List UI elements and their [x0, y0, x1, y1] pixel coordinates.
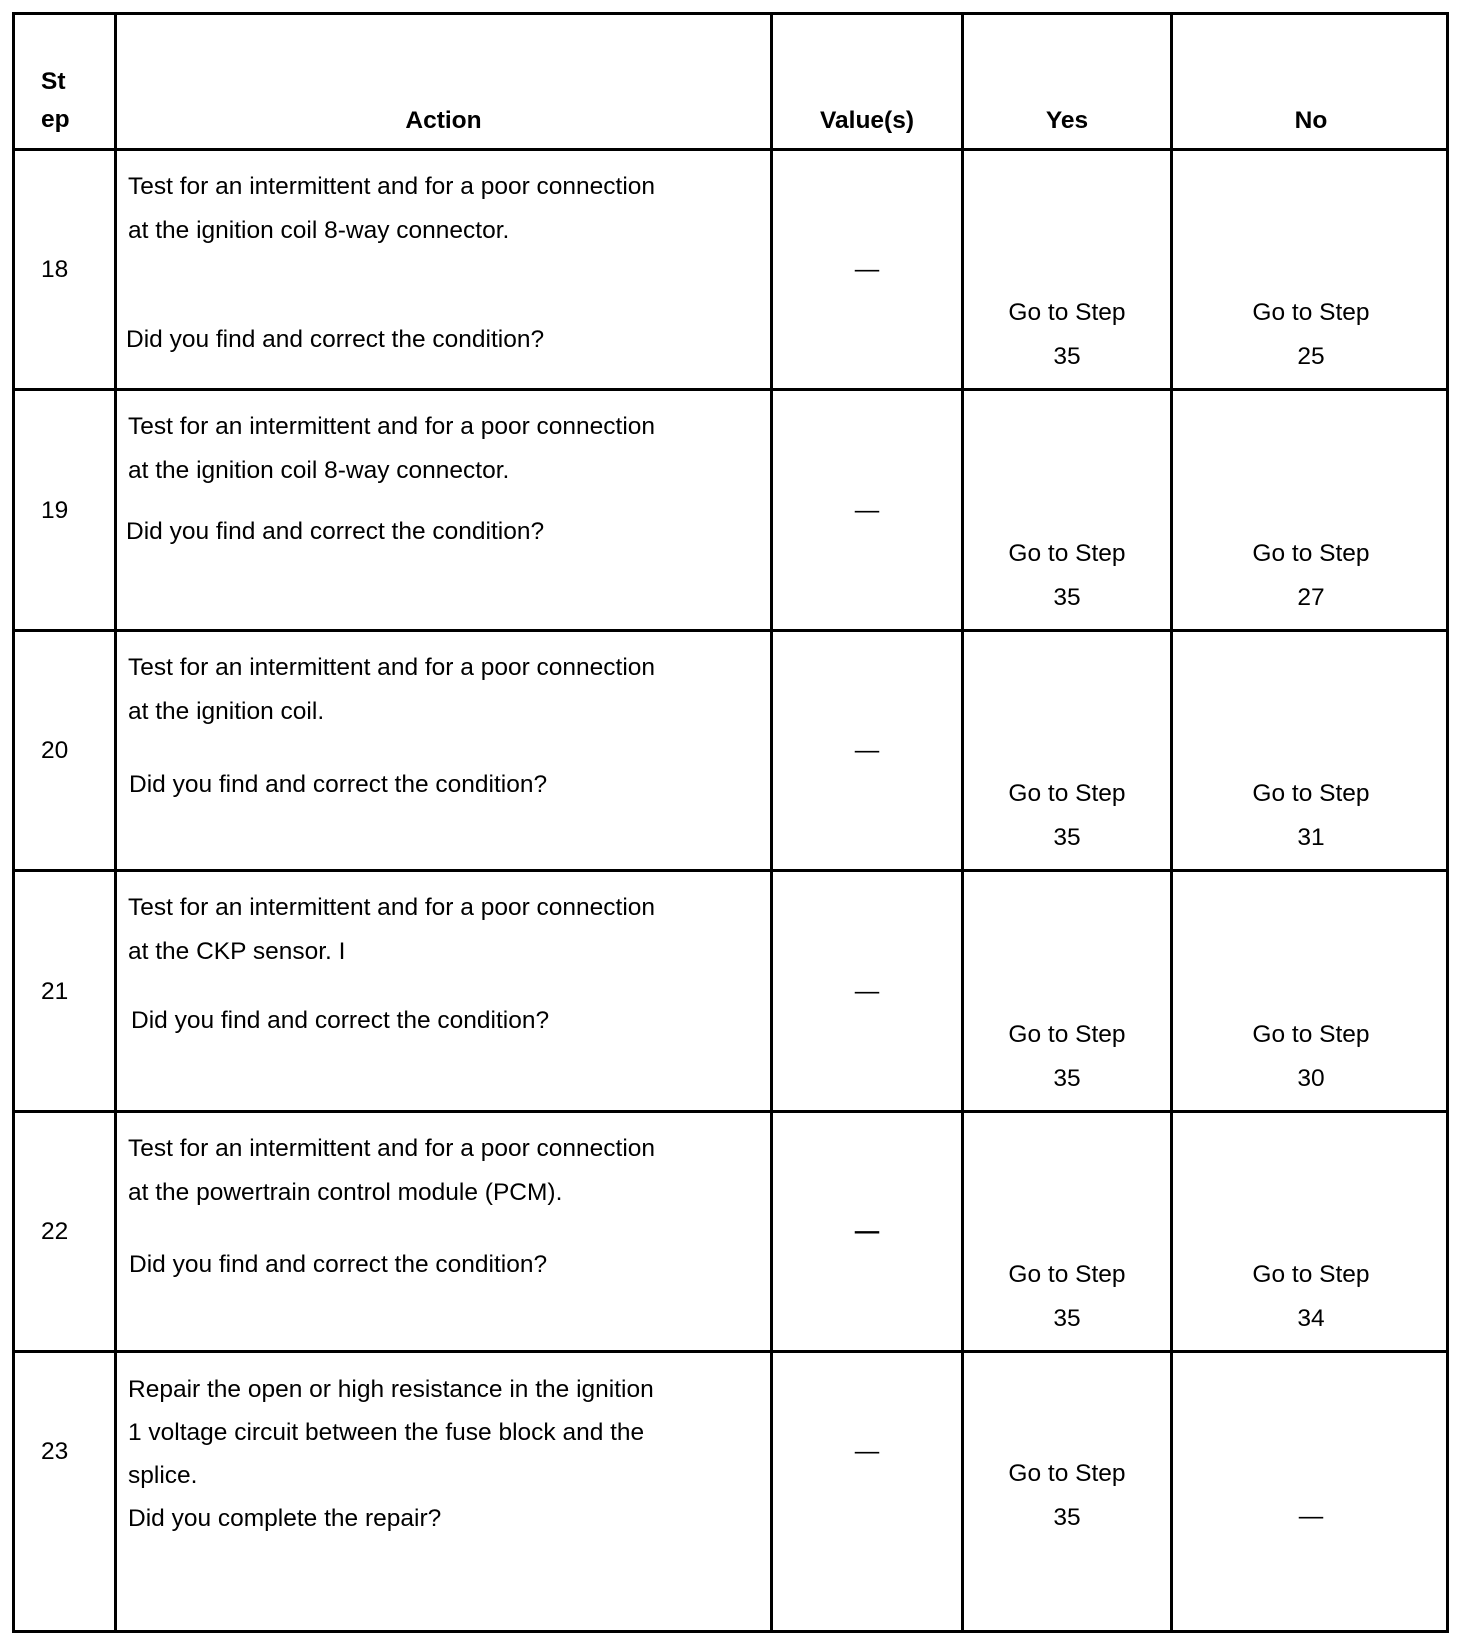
goto-label: Go to Step	[1252, 299, 1370, 326]
action-line: Test for an intermittent and for a poor connection	[128, 1135, 656, 1162]
step-number: 19	[41, 497, 69, 524]
action-line: at the ignition coil 8-way connector.	[128, 457, 510, 484]
action-question: Did you find and correct the condition?	[129, 771, 548, 798]
yes-goto[interactable]	[964, 1013, 1170, 1101]
value-cell: —	[854, 737, 880, 764]
header-no: No	[1294, 107, 1328, 134]
no-goto[interactable]	[1173, 291, 1449, 379]
value-cell: —	[854, 256, 880, 283]
goto-step-number: 25	[1297, 343, 1325, 370]
yes-goto[interactable]	[964, 291, 1170, 379]
step-number: 20	[41, 737, 69, 764]
goto-step-number: 35	[1053, 584, 1081, 611]
value-cell: —	[854, 497, 880, 524]
action-line: at the CKP sensor. I	[128, 938, 346, 965]
no-goto: —	[1298, 1503, 1324, 1530]
action-text	[128, 165, 655, 253]
goto-step-number: 35	[1053, 1305, 1081, 1332]
action-question: Did you find and correct the condition?	[126, 518, 545, 545]
row-divider	[15, 1350, 1446, 1353]
action-question: Did you find and correct the condition?	[131, 1007, 550, 1034]
no-goto[interactable]	[1173, 1013, 1449, 1101]
goto-step-number: 30	[1297, 1065, 1325, 1092]
value-cell: —	[854, 1438, 880, 1465]
action-line: splice.	[128, 1462, 198, 1489]
column-divider	[114, 15, 117, 1630]
action-line: 1 voltage circuit between the fuse block and the	[128, 1419, 645, 1446]
action-line: Test for an intermittent and for a poor connection	[128, 894, 656, 921]
goto-label: Go to Step	[1252, 1261, 1370, 1288]
goto-step-number: 35	[1053, 1504, 1081, 1531]
header-yes: Yes	[1045, 107, 1089, 134]
action-line: Repair the open or high resistance in the ignition	[128, 1376, 654, 1403]
goto-label: Go to Step	[1008, 299, 1126, 326]
action-line: Test for an intermittent and for a poor connection	[128, 654, 656, 681]
row-divider	[15, 629, 1446, 632]
goto-step-number: 34	[1297, 1305, 1325, 1332]
step-number: 21	[41, 978, 69, 1005]
yes-goto[interactable]	[964, 1452, 1170, 1540]
header-step	[41, 63, 70, 139]
row-divider	[15, 869, 1446, 872]
action-line: Test for an intermittent and for a poor connection	[128, 173, 656, 200]
action-line: at the ignition coil.	[128, 698, 325, 725]
action-line: at the ignition coil 8-way connector.	[128, 217, 510, 244]
goto-step-number: 27	[1297, 584, 1325, 611]
diagnostic-table	[12, 12, 1449, 1633]
goto-label: Go to Step	[1008, 780, 1126, 807]
value-cell: —	[854, 1218, 880, 1245]
action-question: Did you find and correct the condition?	[129, 1251, 548, 1278]
row-divider	[15, 148, 1446, 151]
step-number: 22	[41, 1218, 69, 1245]
action-question: Did you complete the repair?	[128, 1505, 442, 1532]
action-text	[128, 886, 655, 974]
header-action: Action	[405, 107, 482, 134]
action-text	[128, 1127, 655, 1215]
goto-label: Go to Step	[1252, 540, 1370, 567]
goto-label: Go to Step	[1252, 780, 1370, 807]
row-divider	[15, 1110, 1446, 1113]
goto-step-number: 35	[1053, 343, 1081, 370]
goto-label: Go to Step	[1008, 1460, 1126, 1487]
goto-label: Go to Step	[1008, 1021, 1126, 1048]
goto-step-number: 31	[1297, 824, 1325, 851]
yes-goto[interactable]	[964, 1253, 1170, 1341]
goto-step-number: 35	[1053, 824, 1081, 851]
goto-label: Go to Step	[1252, 1021, 1370, 1048]
header-step-line1: St	[41, 68, 66, 95]
action-text	[128, 646, 655, 734]
action-text	[128, 405, 655, 493]
goto-label: Go to Step	[1008, 540, 1126, 567]
step-number: 23	[41, 1438, 69, 1465]
goto-label: Go to Step	[1008, 1261, 1126, 1288]
header-step-line2: ep	[41, 106, 70, 133]
yes-goto[interactable]	[964, 772, 1170, 860]
no-goto[interactable]	[1173, 532, 1449, 620]
no-goto[interactable]	[1173, 772, 1449, 860]
action-line: at the powertrain control module (PCM).	[128, 1179, 563, 1206]
goto-step-number: 35	[1053, 1065, 1081, 1092]
step-number: 18	[41, 256, 69, 283]
action-question: Did you find and correct the condition?	[126, 326, 545, 353]
action-line: Test for an intermittent and for a poor connection	[128, 413, 656, 440]
row-divider	[15, 388, 1446, 391]
yes-goto[interactable]	[964, 532, 1170, 620]
action-text	[128, 1368, 654, 1540]
header-values: Value(s)	[820, 107, 914, 134]
value-cell: —	[854, 978, 880, 1005]
no-goto[interactable]	[1173, 1253, 1449, 1341]
